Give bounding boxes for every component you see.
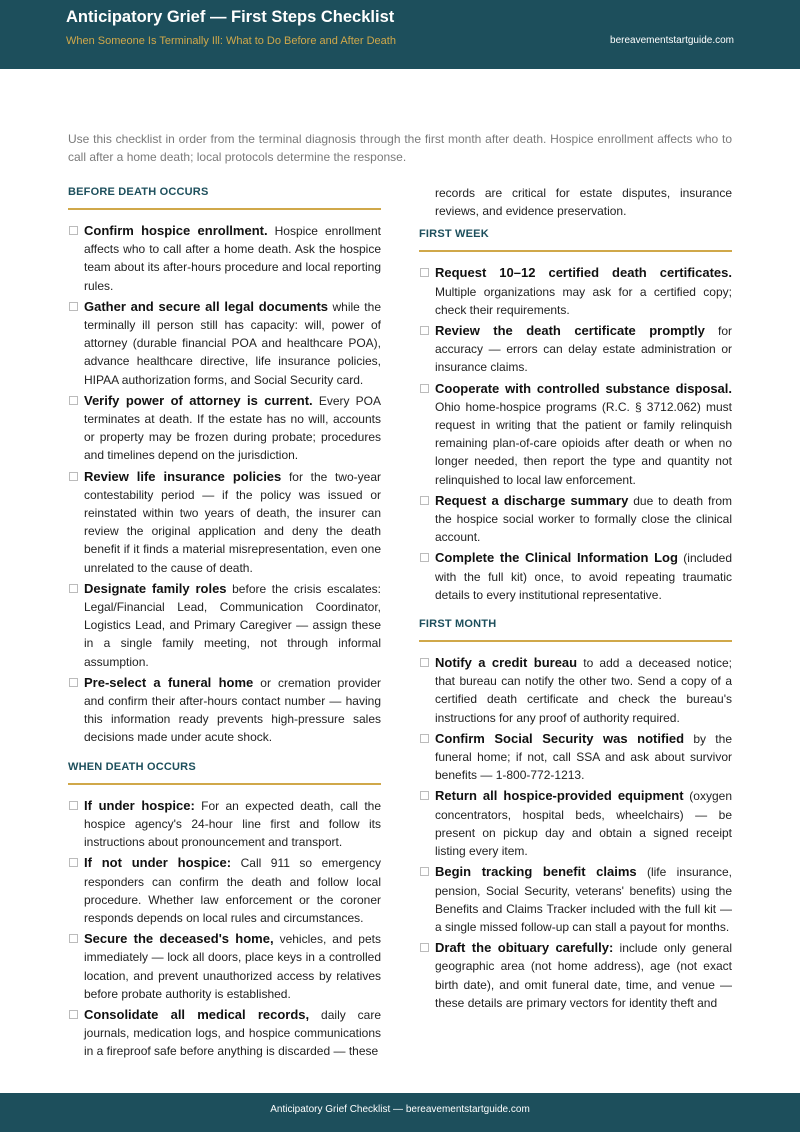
item-lead: Complete the Clinical Information Log [435, 550, 678, 566]
item-lead: Draft the obituary carefully: [435, 940, 614, 956]
intro-text: Use this checklist in order from the terminal diagnosis through the first month after death. Hospice enrollment affects who to call after a home death; local protocols determine the response. [68, 132, 732, 164]
item-text: or cremation provider and confirm their after-hours contact number — having this information ready prevents high-pressure sales decisions made under acute shock. [84, 675, 381, 745]
checklist-item [419, 492, 732, 547]
section-heading-first-month: FIRST MONTH [419, 618, 497, 631]
checklist-item [68, 854, 381, 927]
item-text: (included with the full kit) once, to avoid repeating traumatic details to every institutional representative. [435, 551, 732, 602]
item-text: (oxygen concentrators, hospital beds, wheelchairs) — be present on pickup day and obtain a signed receipt listing every item. [435, 789, 732, 859]
checkbox[interactable] [420, 268, 429, 277]
item-text: include only general geographic area (not home address), age (not exact birth date), and omit funeral date, time, and venue — these details are primary vectors for identity theft and [435, 941, 732, 1010]
checkbox[interactable] [420, 384, 429, 393]
checklist-item [68, 797, 381, 852]
checkbox[interactable] [69, 1010, 78, 1019]
footer-text: Anticipatory Grief Checklist — bereavementstartguide.com [270, 1104, 530, 1115]
checklist-item [419, 787, 732, 860]
checklist-item [68, 930, 381, 1003]
checklist-item [419, 863, 732, 936]
item-text: before the crisis escalates: Legal/Financial Lead, Communication Coordinator, Logistics Lead, and Primary Caregiver — assign these in a single family meeting, not through informal assumption. [84, 581, 381, 669]
section-heading-first-week: FIRST WEEK [419, 228, 489, 241]
item-text: for accuracy — errors can delay estate administration or insurance claims. [435, 324, 732, 375]
section-divider [68, 208, 381, 210]
checkbox[interactable] [69, 302, 78, 311]
item-lead: Verify power of attorney is current. [84, 392, 313, 408]
item-text: due to death from the hospice social worker to formally close the clinical account. [435, 493, 732, 545]
item-text: For an expected death, call the hospice agency's 24-hour line first and follow its instructions about pronouncement and transport. [84, 798, 381, 850]
checklist-item [419, 730, 732, 785]
checkbox[interactable] [69, 934, 78, 943]
checklist-item [419, 654, 732, 727]
checklist-item [68, 468, 381, 577]
checkbox[interactable] [69, 226, 78, 235]
checkbox[interactable] [420, 734, 429, 743]
checklist-item [419, 380, 732, 489]
checkbox[interactable] [420, 496, 429, 505]
page-footer [0, 1093, 800, 1132]
item-text: for the two-year contestability period — if the policy was issued or reinstated within two years of death, the insurer can review the original application and deny the death benefit if it finds a material misrepresentation, even one unrelated to the cause of death. [84, 469, 381, 575]
item-lead: Pre-select a funeral home [84, 674, 254, 690]
section-heading-when: WHEN DEATH OCCURS [68, 760, 196, 773]
item-lead: If not under hospice: [84, 855, 232, 871]
checklist-item [68, 580, 381, 671]
item-lead: Review life insurance policies [84, 468, 282, 484]
checkbox[interactable] [420, 791, 429, 800]
item-lead: Confirm Social Security was notified [435, 730, 685, 746]
checklist-item [68, 392, 381, 465]
item-text: Every POA terminates at death. If the estate has no will, accounts or property may be frozen during probate; procedures and timelines depend on the jurisdiction. [84, 393, 381, 463]
item-lead: Review the death certificate promptly [435, 323, 705, 339]
checkbox[interactable] [69, 801, 78, 810]
right-column [419, 184, 732, 1086]
checklist-item [68, 298, 381, 389]
checklist-item [68, 222, 381, 295]
page-subtitle: When Someone Is Terminally Ill: What to Do Before and After Death [66, 35, 396, 47]
item-lead: Request 10–12 certified death certificates. [435, 265, 732, 281]
checkbox[interactable] [69, 396, 78, 405]
section-divider [419, 640, 732, 642]
item-lead: Consolidate all medical records, [84, 1006, 310, 1022]
checkbox[interactable] [420, 326, 429, 335]
left-column [68, 180, 381, 1082]
item-lead: Gather and secure all legal documents [84, 298, 329, 314]
section-divider [68, 783, 381, 785]
item-lead: Return all hospice-provided equipment [435, 788, 684, 804]
checklist-item [419, 322, 732, 377]
checkbox[interactable] [69, 678, 78, 687]
page-header [0, 0, 800, 69]
page-title: Anticipatory Grief — First Steps Checklist [66, 8, 395, 26]
item-text: by the funeral home; if not, call SSA and ask about survivor benefits — 1-800-772-1213. [435, 731, 732, 783]
checkbox[interactable] [420, 658, 429, 667]
item-lead: Secure the deceased's home, [84, 931, 274, 947]
item-text: while the terminally ill person still has capacity: will, power of attorney (durable financial POA and healthcare POA), advance healthcare directive, life insurance policies, HIPAA authorization forms, and Social Security card. [84, 299, 381, 387]
item-text: Call 911 so emergency responders can confirm the death and follow local procedure. Whether law enforcement or the coroner responds depends on local rules and circumstances. [84, 856, 381, 925]
section-divider [419, 250, 732, 252]
checkbox[interactable] [420, 867, 429, 876]
section-heading-before: BEFORE DEATH OCCURS [68, 186, 209, 198]
checkbox[interactable] [420, 553, 429, 562]
item-text: Ohio home-hospice programs (R.C. § 3712.062) must request in writing that the patient or family relinquish remaining plan-of-care opioids after death or when no longer needed, then report the type and quantity not relinquished to local law enforcement. [435, 399, 732, 487]
checkbox[interactable] [69, 858, 78, 867]
checkbox[interactable] [420, 943, 429, 952]
checkbox[interactable] [69, 584, 78, 593]
item-text: Hospice enrollment affects who to call after a home death. Ask the hospice team about its after-hours procedure and local reporting rules. [84, 224, 381, 293]
item-text: to add a deceased notice; that bureau can notify the other two. Send a copy of a certified death certificate and check the bureau's instructions for any proof of authority required. [435, 656, 732, 725]
item-lead: Designate family roles [84, 580, 227, 596]
checklist-item [68, 1006, 381, 1061]
item-text: daily care journals, medication logs, and hospice communications in a fireproof safe before anything is discarded — these [84, 1007, 381, 1059]
item-lead: Confirm hospice enrollment. [84, 223, 268, 238]
item-lead: Begin tracking benefit claims [435, 864, 637, 880]
item-text: Multiple organizations may ask for a certified copy; check their requirements. [435, 284, 732, 317]
item-text: (life insurance, pension, Social Security, veterans' benefits) using the Benefits and Claims Tracker included with the full kit — a single missed follow-up can stall a payout for months. [435, 865, 732, 934]
item-continuation: records are critical for estate disputes, insurance reviews, and evidence preservation. [435, 186, 732, 219]
item-text: vehicles, and pets immediately — lock all doors, place keys in a controlled location, and prevent unauthorized access by relatives before probate authority is established. [84, 932, 381, 1001]
site-domain: bereavementstartguide.com [610, 35, 734, 46]
item-lead: If under hospice: [84, 797, 195, 813]
item-lead: Notify a credit bureau [435, 655, 578, 671]
checklist-item [419, 264, 732, 319]
checklist-item [419, 939, 732, 1012]
item-lead: Cooperate with controlled substance disposal. [435, 380, 732, 396]
item-lead: Request a discharge summary [435, 492, 629, 508]
checkbox[interactable] [69, 472, 78, 481]
checklist-item [68, 674, 381, 747]
checklist-item [419, 549, 732, 604]
